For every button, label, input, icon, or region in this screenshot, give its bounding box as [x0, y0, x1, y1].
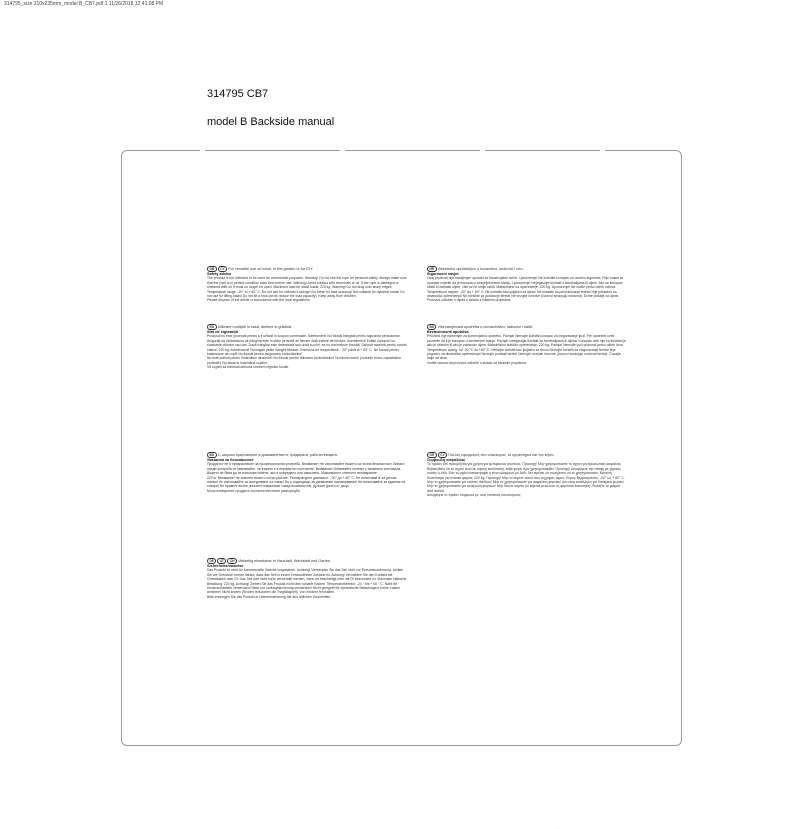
country-badge: RO: [207, 324, 217, 330]
label-panel: [121, 150, 682, 746]
country-badge: DE: [207, 558, 216, 564]
block-title: Συμβουλή ασφαλείας: [427, 458, 466, 462]
safety-block: [427, 324, 627, 365]
block-body: Продуктът не е предназначен за професионална употреба. Внимание! Не използвайте въжето за лична безопасност. Винаги преди употреба се уверявайте, че въжето е в перфектно състояние. Внимание! Избягвайте контакт с химикали или масла. Въжето не бива да се използва повече, ако е повредено или омаслено. Максимално статично натоварване: 220 кг. Внимание! Не влачете въжето остри ръбове. Температурен диапазон: - 20° до + 60° C. Не използвайте за детски люлки! Не използвайте за осигуряване на товар! Не е подходящо за динамични натоварвания! Не използвайте за вдигане на товари! Не правете възли (възлите намаляват товароносимостта). Дръжте далеч от деца. Моля изхвърлете продукта съгласно местните разпоредби.: [207, 462, 406, 493]
panel-notch: [480, 149, 485, 152]
block-intro: Vielseitig einsetzbar in Haushalt, Werkstatt und Garten.: [238, 558, 331, 563]
block-title: Указания за безопасност: [207, 458, 254, 462]
block-title: Sicherheitshinweise: [207, 564, 244, 568]
block-body: Das Produkt ist nicht für kommerzielle Zwecke vorgesehen. Achtung! Verwenden Sie das Seil nicht zur Personensicherung. Achten Sie vor Gebrauch immer darauf, dass das Seil in einem einwandfreien Zustand ist. Achtung! Vermeiden Sie den Kontakt mit Chemikalien oder Öl. Das Seil darf nicht mehr verwendet werden, wenn es beschädigt oder mit Öl beschmiert ist. Maximale statische Belastung: 220 kg. Achtung! Ziehen Sie das Produkt nicht über scharfe Kanten. Temperaturbereich: -20 ° bis + 60 ° C. Nicht für Kinderschaukeln verwenden! Nicht zur Ladungssicherung verwenden! Nicht geeignet für dynamische Belastungen! Keine Lasten anheben! Nicht knoten (Knoten reduzieren die Tragfähigkeit). Von Kindern fernhalten. Bitte entsorgen Sie das Produkt in Übereinstimmung mit den örtlichen Vorschriften.: [207, 568, 407, 599]
safety-block: [207, 266, 407, 303]
pdf-header-line: 314795_size 210x235mm_model B_CB7.pdf 1 11/26/2018 12:41:08 PM: [4, 1, 164, 7]
country-badge: HR: [427, 266, 437, 272]
safety-block: [207, 452, 407, 493]
block-intro: For versatile use at home, in the garden or for DIY.: [228, 266, 314, 271]
block-intro: С широко приложение в домакинството, градината, работилницата.: [217, 452, 338, 457]
safety-block: [427, 452, 627, 498]
safety-block: [427, 266, 627, 303]
block-body: Produsul nu este proiectat pentru a fi utilizat în scopuri comerciale. Avertisment! Nu folosiți frânghia pentru siguranța persoanelor. Asigurați-vă întotdeauna că frânghia este în stare perfectă de fiecare dată înainte de folosire. Avertisment! Evitați contactul cu substanțe chimice sau ulei. Dacă frânghia este deteriorată sau unsă cu ulei, ea nu mai trebuie folosită. Sarcină maximă pentru sarcini statice: 220 kg. Avertisment! Nu trageți peste margini tăioase. Domeniul de temperatură: - 20° până la + 60° C. Nu folosiți pentru balansoare de copii! Nu folosiți pentru asigurarea încărcăturilor! Nu este potrivit pentru încărcături dinamice! Nu folosiți pentru ridicarea încărcăturilor! Nu faceți noduri (nodurile reduc capacitatea portantă). Nu lăsați la îndemâna copiilor. Vă rugăm să eliminați articolul conform regulilor locale.: [207, 334, 407, 370]
country-badge: GR: [427, 452, 437, 458]
country-badge: BS: [427, 324, 436, 330]
block-title: Sigurnosni savjet: [427, 272, 459, 276]
block-title: Bezbednosna uputstva: [427, 330, 469, 334]
manual-title: model B Backside manual: [207, 116, 335, 128]
country-badge: CY: [218, 266, 227, 272]
country-badge: CH: [227, 558, 237, 564]
product-code: 314795 CB7: [207, 88, 269, 100]
country-badge: AT: [217, 558, 226, 564]
panel-notch: [340, 149, 345, 152]
block-intro: Πολλές εφαρμογές στο νοικοκυριό, το εργαστήριο και τον κήπο.: [448, 452, 555, 457]
block-intro: Utilizare multiplă în casă, ateliere și grădină.: [217, 324, 293, 329]
country-badge: CY: [438, 452, 447, 458]
block-title: Sfat de siguranță: [207, 330, 238, 334]
country-badge: BG: [207, 452, 217, 458]
block-body: Ovaj proizvod nije namijenjen uporabi za komercijalne svrhe. Upozorenje! Ne koristite konopac za osobnu sigurnost. Prije svake se uporabe uvjerite da je konopac u besprijekornom stanju. Upozorenje! Izbjegavajte kontakt s kemikalijama ili uljem. Ako se konopac oštetí ili zamasti uljem, više se ne smije rabiti. Maksimalno na opterećenje: 220 kg. Upozorenje! Ne vucite preko oštrih rubova. Temperaturni raspon: -20° do + 60° C. Ne koristite kao ljuljačku za djecu! Ne koristite za pričvršćivanje tereta! Nije prikladno za dinamička opterećenja! Ne koristite za podizanje tereta! Ne vezujte čvorove (čvorovi smanjuju nosivost). Držite podalje od djece. Proizvod odložite u otpad u skladu s lokalnim propisima.: [427, 276, 624, 303]
footer-fragment: ...: [556, 824, 560, 829]
block-title: Safety advise: [207, 272, 232, 276]
panel-notch: [600, 149, 605, 152]
block-body: Το προϊόν δεν προορίζεται για χρήση για εμπορικούς σκοπούς. Προσοχή! Μην χρησιμοποιείτε το σχοινί για προσωπική ασφάλεια. Βεβαιωθείτε ότι το σχοινί είναι σε άψογη κατάσταση, κάθε φορά πριν χρησιμοποιηθεί. Προσοχή! Αποφύγετε την επαφή με χημικές ουσίες ή λάδι. Εάν το σχοινί καταστραφεί ή είναι αλειμμένο με λάδι, δεν πρέπει να συνεχίσετε να το χρησιμοποιείτε. Μέγιστη δυνατότητα για στατικά φορτία: 220 kg. Προσοχή! Μην το σύρετε πάνω από αιχμηρές άκρες. Εύρος θερμοκρασίας: -20° ως + 60° C. Μην το χρησιμοποιείτε για κούνιες παιδιών! Μην το χρησιμοποιείτε για ασφάλιση φορτίου! Δεν είναι κατάλληλο για δυναμικά φορτία! Μην το χρησιμοποιείτε για ανύψωση φορτίων! Μην δένετε κόμπο (οι κόμποι μειώνουν τη φέρουσα ικανότητα). Φυλάξτε το μακριά από παιδιά. Απορρίψτε το προϊόν σύμφωνα με τους τοπικούς κανονισμούς.: [427, 462, 625, 498]
panel-notch: [200, 149, 205, 152]
block-intro: Višenamjenska upotreba u domaćinstvu, radionici i bašti.: [437, 324, 533, 329]
safety-block: [207, 324, 407, 370]
country-badge: GB: [207, 266, 217, 272]
block-intro: Višestruko upotrebljivo u kućanstvu, radionici i vrtu.: [437, 266, 524, 271]
safety-block: [207, 558, 407, 599]
block-body: The product is not intended to be used for commercial purposes. Warning! Do not use the rope for personal safety. Always make sure that the rope is in perfect condition each time before use. Warning! Avoid contact with chemicals or oil. If the rope is damaged or smeared with oil, it must no longer be used. Maximum load for static loads: 220 kg. Warning! Do not drag over sharp edges. Temperature range: -20° to + 60° C. Do not use for children's swings! Do these for load securing! Not suitable for dynamic loads! Do not use for lifting loads! Do not tie a knot (knots reduce the load capacity). Keep away from children. Please dispose of the article in accordance with the local regulations.: [207, 276, 407, 303]
block-body: Proizvod nije namenjen za komercijalnu upotrebu. Pažnja! Nemojte koristiti konopac za osiguravanje ljudi. Pre upotrebe uvek proverite da li je konopac u savršenom stanju. Pažnja! Izbegavajte kontakt sa hemikalijama ili uljima. Konopac više nije za korišćenje ako je oštećen ili ako je zamazan uljem. Maksimalno statičko opterećenje: 220 kg. Pažnja! Nemojte vući proizvod preko oštrih ivica. Temperaturni opseg: od -20 °C do +60 °C. Nemojte koristiti kao ljuljašku za decu! Nemojte koristiti za osiguravanje tereta! Nije pogodno za dinamička opterećenja! Nemojte podizati terete! Nemojte vezivati čvorove (čvorovi smanjuju nosivost tereta). Čuvajte dalje od dece. Vodite računa da proizvod odložite u skladu sa lokalnim propisima.: [427, 334, 626, 365]
